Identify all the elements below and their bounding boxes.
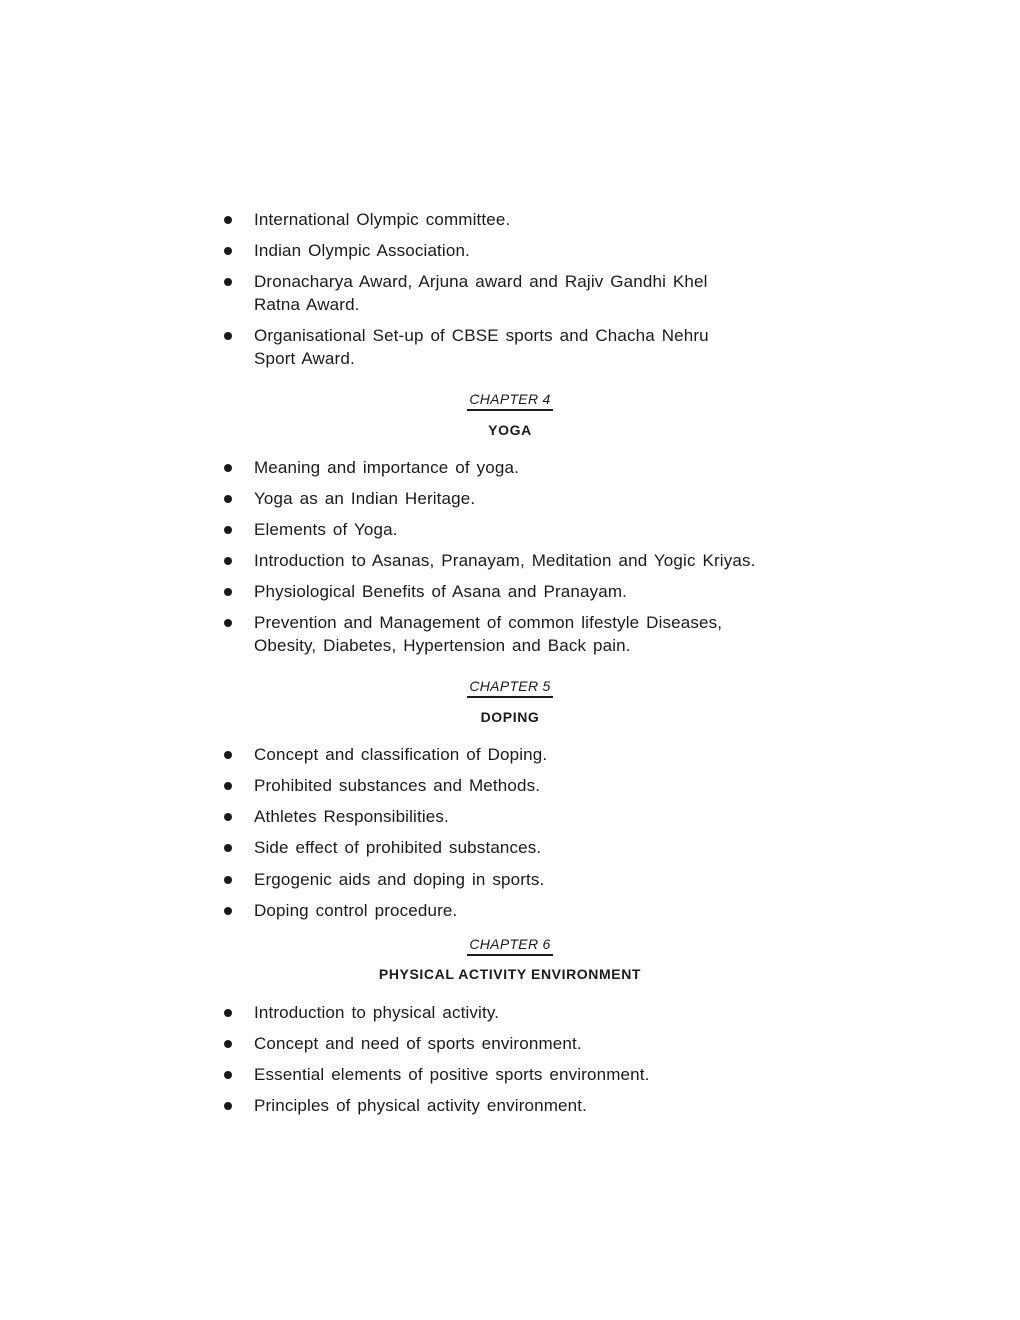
chapter-label: CHAPTER 6 <box>467 936 552 956</box>
bullet-icon <box>224 1040 232 1048</box>
chapter-5-heading <box>0 676 1020 698</box>
list-item-text: Prohibited substances and Methods. <box>254 776 541 795</box>
bullet-icon <box>224 526 232 534</box>
list-item-text: Athletes Responsibilities. <box>254 807 449 826</box>
bullet-icon <box>224 782 232 790</box>
list-item-text: Concept and classification of Doping. <box>254 745 548 764</box>
list-item-text: Organisational Set-up of CBSE sports and Chacha Nehru Sport Award. <box>254 326 709 368</box>
bullet-icon <box>224 1102 232 1110</box>
list-item-text: International Olympic committee. <box>254 210 511 229</box>
chapter-4-title: YOGA <box>488 422 532 438</box>
bullet-icon <box>224 495 232 503</box>
list-item-text: Doping control procedure. <box>254 901 458 920</box>
bullet-icon <box>224 619 232 627</box>
list-item-text: Concept and need of sports environment. <box>254 1034 582 1053</box>
bullet-icon <box>224 588 232 596</box>
bullet-icon <box>224 278 232 286</box>
list-item-text: Meaning and importance of yoga. <box>254 458 519 477</box>
list-item-text: Side effect of prohibited substances. <box>254 838 542 857</box>
bullet-icon <box>224 907 232 915</box>
chapter-label: CHAPTER 4 <box>467 391 552 411</box>
list-item-text: Elements of Yoga. <box>254 520 398 539</box>
list-item-text: Prevention and Management of common lifestyle Diseases, Obesity, Diabetes, Hypertension and Back pain. <box>254 613 723 655</box>
chapter-4-heading <box>0 389 1020 411</box>
chapter-label: CHAPTER 5 <box>467 678 552 698</box>
list-item-text: Principles of physical activity environment. <box>254 1096 588 1115</box>
chapter-5-title: DOPING <box>480 709 540 725</box>
chapter-6-heading <box>0 934 1020 956</box>
bullet-icon <box>224 813 232 821</box>
bullet-icon <box>224 844 232 852</box>
list-item-text: Physiological Benefits of Asana and Pranayam. <box>254 582 628 601</box>
chapter-6-title: PHYSICAL ACTIVITY ENVIRONMENT <box>378 966 642 982</box>
list-item-text: Ergogenic aids and doping in sports. <box>254 870 545 889</box>
bullet-icon <box>224 247 232 255</box>
bullet-icon <box>224 557 232 565</box>
list-item-text: Indian Olympic Association. <box>254 241 470 260</box>
bullet-icon <box>224 751 232 759</box>
list-item-text: Introduction to physical activity. <box>254 1003 500 1022</box>
bullet-icon <box>224 216 232 224</box>
bullet-icon <box>224 1071 232 1079</box>
list-item-text: Yoga as an Indian Heritage. <box>254 489 476 508</box>
bullet-icon <box>224 876 232 884</box>
bullet-icon <box>224 332 232 340</box>
list-item-text: Introduction to Asanas, Pranayam, Meditation and Yogic Kriyas. <box>254 551 756 570</box>
list-item-text: Dronacharya Award, Arjuna award and Rajiv Gandhi Khel Ratna Award. <box>254 272 708 314</box>
bullet-icon <box>224 464 232 472</box>
list-item-text: Essential elements of positive sports environment. <box>254 1065 650 1084</box>
bullet-icon <box>224 1009 232 1017</box>
